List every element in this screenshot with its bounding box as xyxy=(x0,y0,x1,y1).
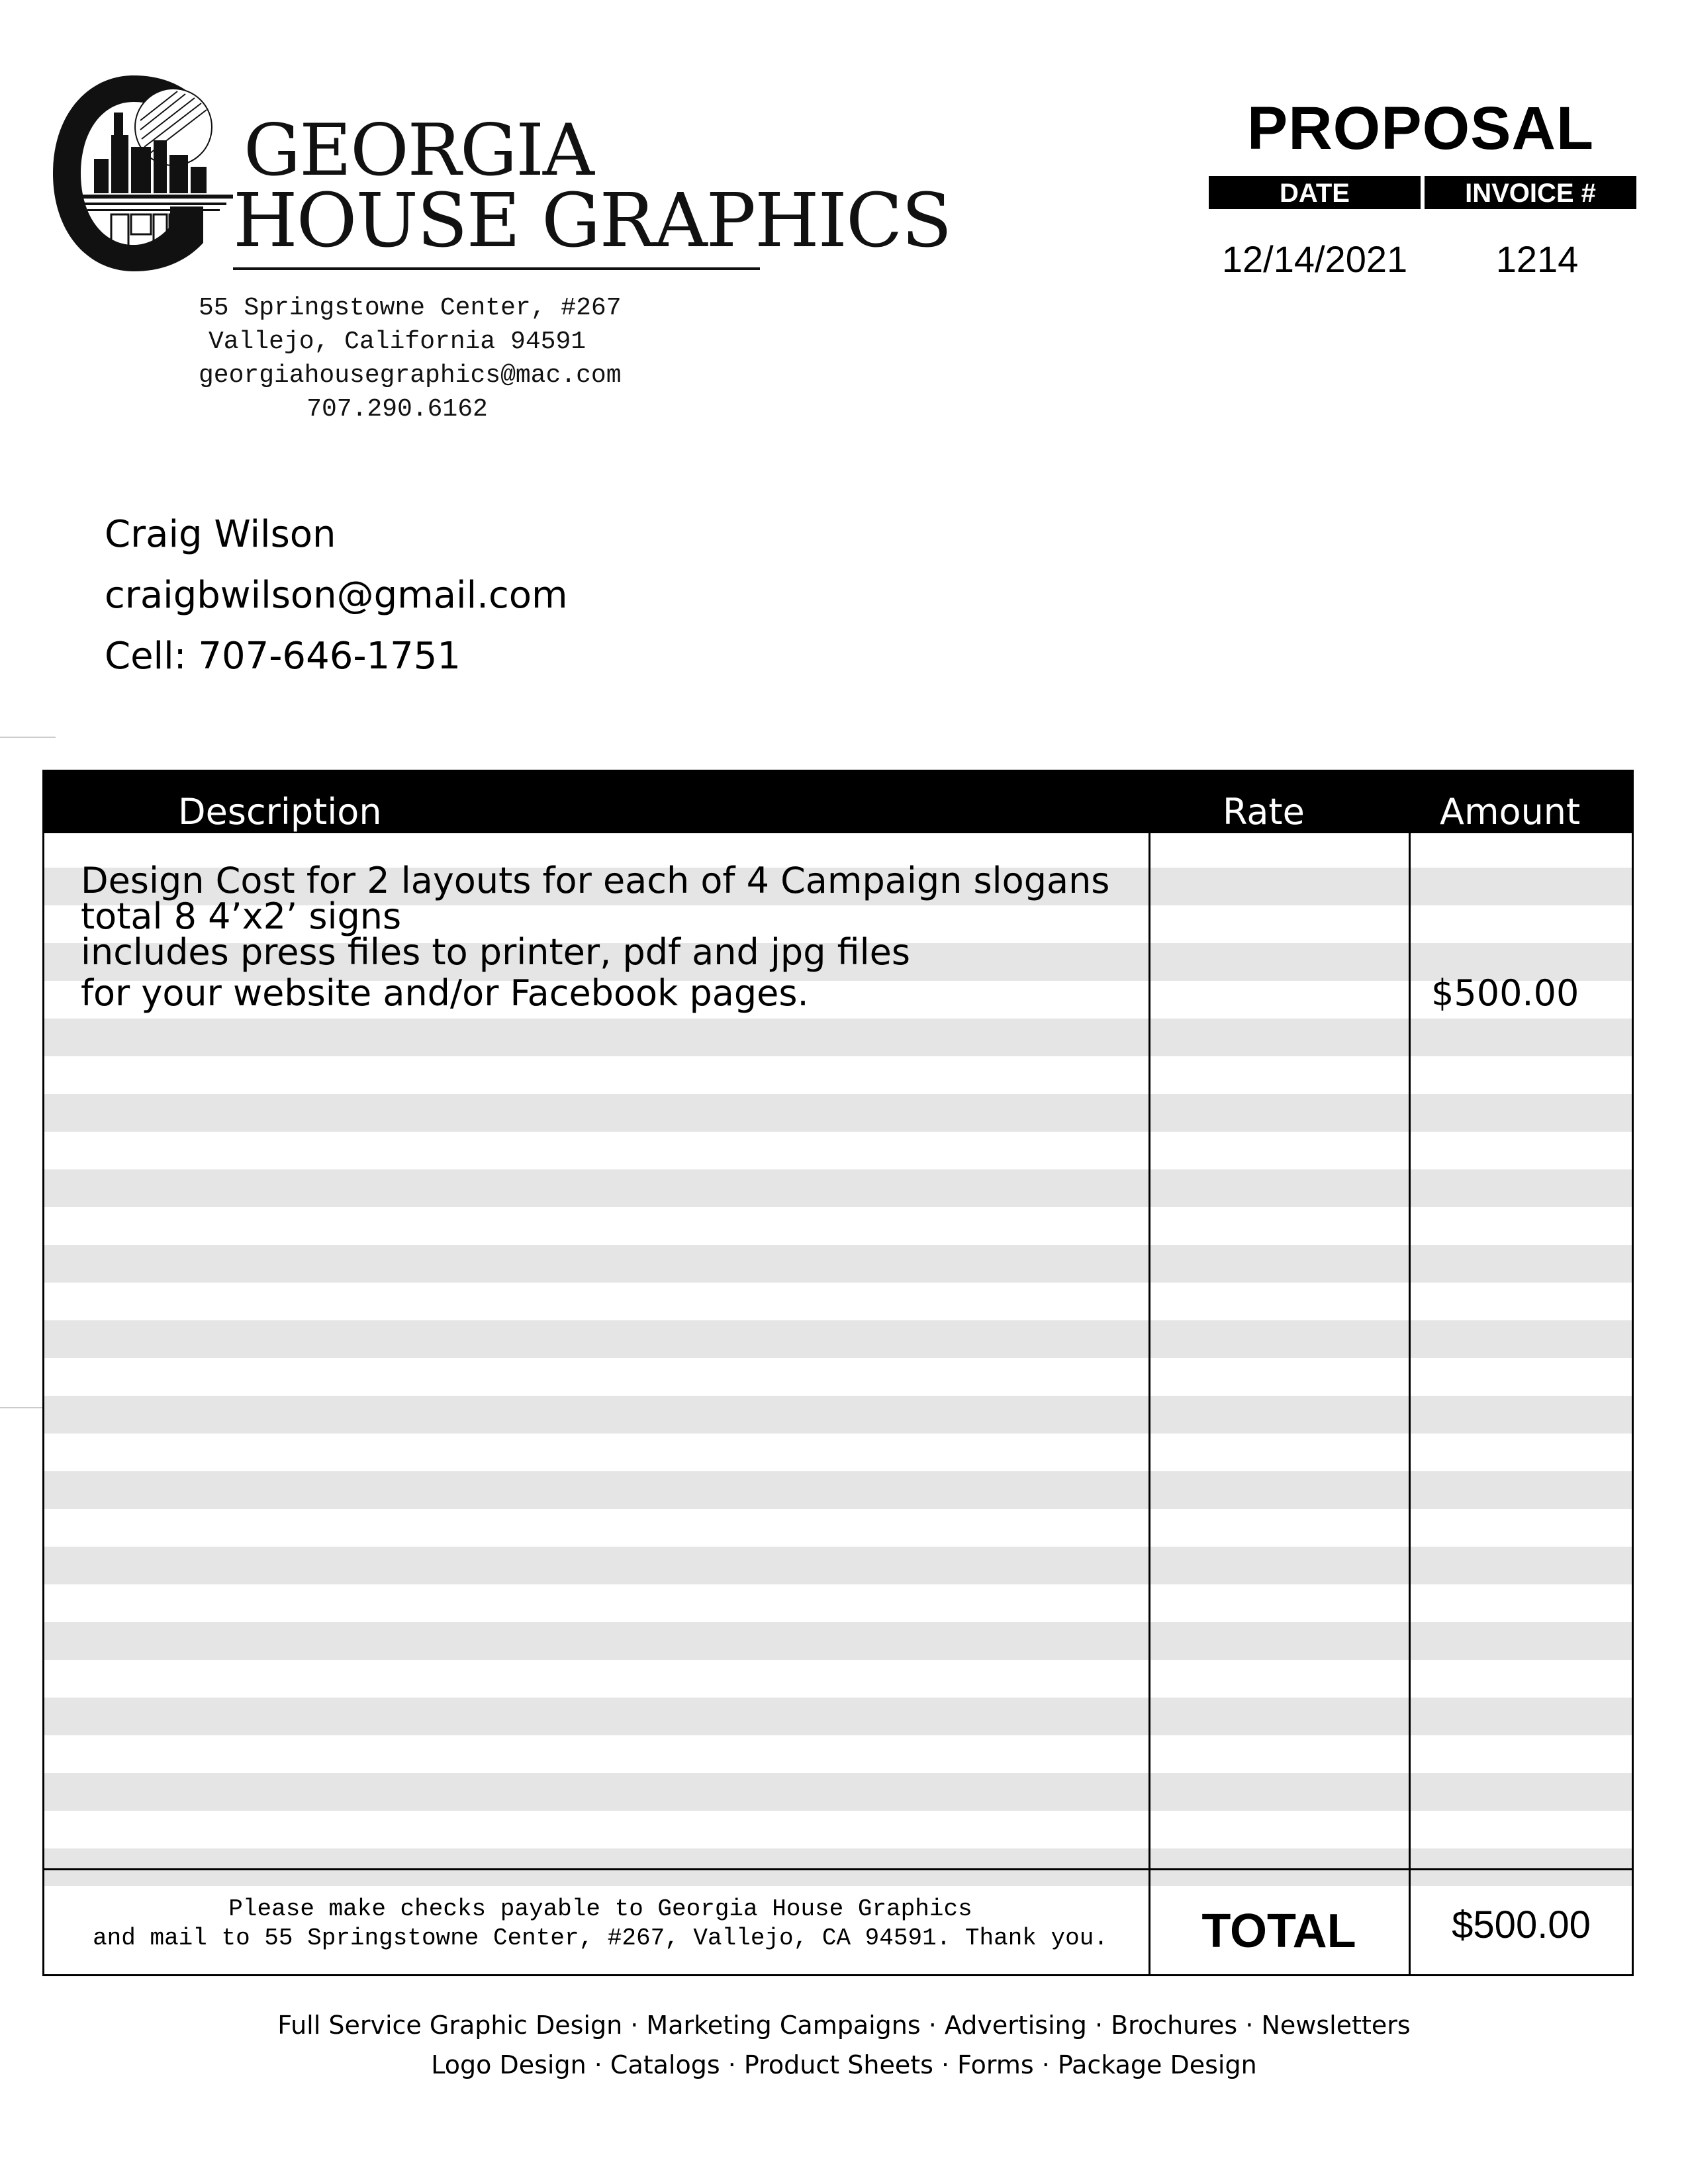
client-info xyxy=(105,514,568,696)
logo-mark xyxy=(48,74,233,273)
row-stripe xyxy=(44,1320,1632,1358)
payment-note-line1: Please make checks payable to Georgia House Graphics xyxy=(228,1895,972,1923)
services-line1: Full Service Graphic Design · Marketing Campaigns · Advertising · Brochures · Newsletters xyxy=(277,2011,1411,2040)
description-line: total 8 4’x2’ signs xyxy=(81,895,402,937)
date-value: 12/14/2021 xyxy=(1221,238,1408,280)
row-stripe xyxy=(44,1019,1632,1056)
company-address xyxy=(199,291,622,426)
column-header-amount: Amount xyxy=(1440,791,1581,833)
payment-note-line2: and mail to 55 Springstowne Center, #267, Vallejo, CA 94591. Thank you. xyxy=(93,1925,1108,1952)
date-header: DATE xyxy=(1209,176,1421,209)
row-stripe xyxy=(44,1622,1632,1660)
logo-underline xyxy=(233,267,760,270)
services-line2: Logo Design · Catalogs · Product Sheets · Forms · Package Design xyxy=(431,2050,1257,2079)
total-value: $500.00 xyxy=(1452,1903,1591,1946)
description-line: Design Cost for 2 layouts for each of 4 Campaign slogans xyxy=(81,860,1110,901)
row-stripe xyxy=(44,1698,1632,1735)
table-header xyxy=(42,770,1634,833)
row-stripe xyxy=(44,1094,1632,1132)
line-items-table xyxy=(42,770,1634,1976)
column-divider xyxy=(1149,833,1150,1975)
row-stripe xyxy=(44,1245,1632,1283)
row-stripe xyxy=(44,1471,1632,1509)
total-label: TOTAL xyxy=(1201,1905,1356,1958)
line-item-amount: $500.00 xyxy=(1431,972,1579,1014)
row-stripe xyxy=(44,1547,1632,1584)
column-header-rate: Rate xyxy=(1223,791,1305,833)
company-phone: 707.290.6162 xyxy=(306,395,488,424)
fold-mark xyxy=(0,737,56,738)
client-email: craigbwilson@gmail.com xyxy=(105,574,568,617)
table-footer-divider xyxy=(44,1868,1632,1870)
company-logo xyxy=(48,74,951,273)
company-email: georgiahousegraphics@mac.com xyxy=(199,361,622,390)
column-divider xyxy=(1409,833,1411,1975)
invoice-number-header: INVOICE # xyxy=(1425,176,1636,209)
company-address-line2: Vallejo, California 94591 xyxy=(208,328,586,356)
row-stripe xyxy=(44,1396,1632,1433)
client-phone: Cell: 707-646-1751 xyxy=(105,635,461,678)
row-stripe xyxy=(44,1169,1632,1207)
services-footer xyxy=(0,2005,1688,2085)
column-header-description: Description xyxy=(178,791,382,833)
row-stripe xyxy=(44,1773,1632,1811)
row-stripe xyxy=(44,1848,1632,1886)
logo-wordmark-line1: GEORGIA xyxy=(244,109,593,192)
description-line: for your website and/or Facebook pages. xyxy=(81,972,809,1014)
description-line: includes press files to printer, pdf and jpg files xyxy=(81,931,911,973)
client-name: Craig Wilson xyxy=(105,513,336,556)
logo-wordmark-line2: HOUSE GRAPHICS xyxy=(233,178,951,264)
payment-instructions xyxy=(71,1895,1130,1953)
company-address-line1: 55 Springstowne Center, #267 xyxy=(199,294,622,322)
document-title: PROPOSAL xyxy=(1246,95,1595,162)
invoice-number-value: 1214 xyxy=(1495,238,1579,280)
